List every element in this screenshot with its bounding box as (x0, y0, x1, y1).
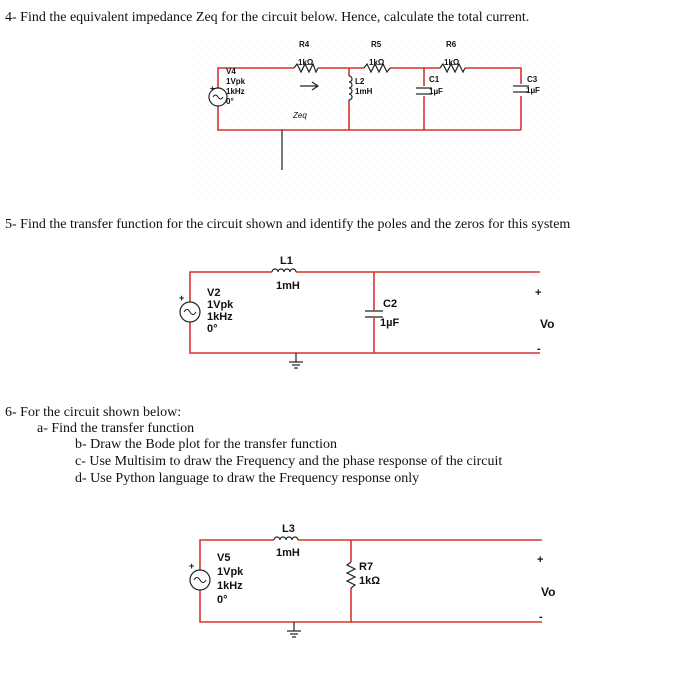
l3-name: L3 (282, 523, 295, 535)
c3-name: C3 (527, 75, 538, 84)
vo-label: Vo (540, 317, 555, 331)
resistor-r7 (347, 562, 355, 588)
r6-value: 1kΩ (444, 58, 460, 67)
c2-name: C2 (383, 298, 398, 310)
question-6-item-c: c- Use Multisim to draw the Frequency and the phase response of the circuit (75, 454, 503, 469)
r6-name: R6 (446, 40, 457, 49)
vo-label-q6: Vo (541, 585, 556, 599)
r4-name: R4 (299, 40, 310, 49)
vo-plus: + (535, 287, 542, 299)
c3-value: 1µF (526, 86, 540, 95)
v2-frequency: 1kHz (207, 311, 233, 323)
question-6-text: 6- For the circuit shown below: (5, 405, 182, 420)
question-6-item-a: a- Find the transfer function (37, 421, 195, 436)
c1-name: C1 (429, 75, 440, 84)
r7-name: R7 (359, 561, 374, 573)
svg-text:+: + (179, 293, 185, 303)
inductor-l3 (274, 537, 298, 540)
v2-phase: 0° (207, 323, 218, 335)
v4-frequency: 1kHz (226, 87, 245, 96)
vo-plus-q6: + (537, 554, 544, 566)
v2-amplitude: 1Vpk (207, 299, 234, 311)
vo-minus-q6: - (539, 611, 543, 623)
r5-value: 1kΩ (369, 58, 385, 67)
zeq-label: Zeq (293, 111, 307, 120)
circuit-q5 (179, 255, 554, 368)
c2-value: 1µF (380, 317, 400, 329)
c1-value: 1µF (429, 87, 443, 96)
v2-name: V2 (207, 287, 221, 299)
v5-name: V5 (217, 552, 231, 564)
v4-amplitude: 1Vpk (226, 77, 246, 86)
svg-text:+: + (210, 84, 215, 93)
question-6-item-d: d- Use Python language to draw the Frequency response only (75, 471, 420, 486)
l1-name: L1 (280, 255, 293, 267)
r5-name: R5 (371, 40, 382, 49)
inductor-l1 (272, 269, 296, 272)
v5-frequency: 1kHz (217, 580, 243, 592)
circuit-q6 (189, 523, 555, 637)
question-4-text: 4- Find the equivalent impedance Zeq for the circuit below. Hence, calculate the total current. (5, 10, 530, 25)
question-5-text: 5- Find the transfer function for the circuit shown and identify the poles and the zeros for this system (5, 217, 571, 232)
l3-value: 1mH (276, 547, 300, 559)
v5-phase: 0° (217, 594, 228, 606)
r4-value: 1kΩ (298, 58, 314, 67)
v5-amplitude: 1Vpk (217, 566, 244, 578)
question-6-item-b: b- Draw the Bode plot for the transfer function (75, 437, 338, 452)
v4-phase: 0° (226, 97, 234, 106)
r7-value: 1kΩ (359, 575, 381, 587)
circuit-q4 (190, 36, 560, 196)
svg-text:+: + (189, 561, 195, 571)
l1-value: 1mH (276, 280, 300, 292)
l2-value: 1mH (355, 87, 373, 96)
l2-name: L2 (355, 77, 365, 86)
vo-minus: - (537, 343, 541, 355)
v4-name: V4 (226, 67, 236, 76)
